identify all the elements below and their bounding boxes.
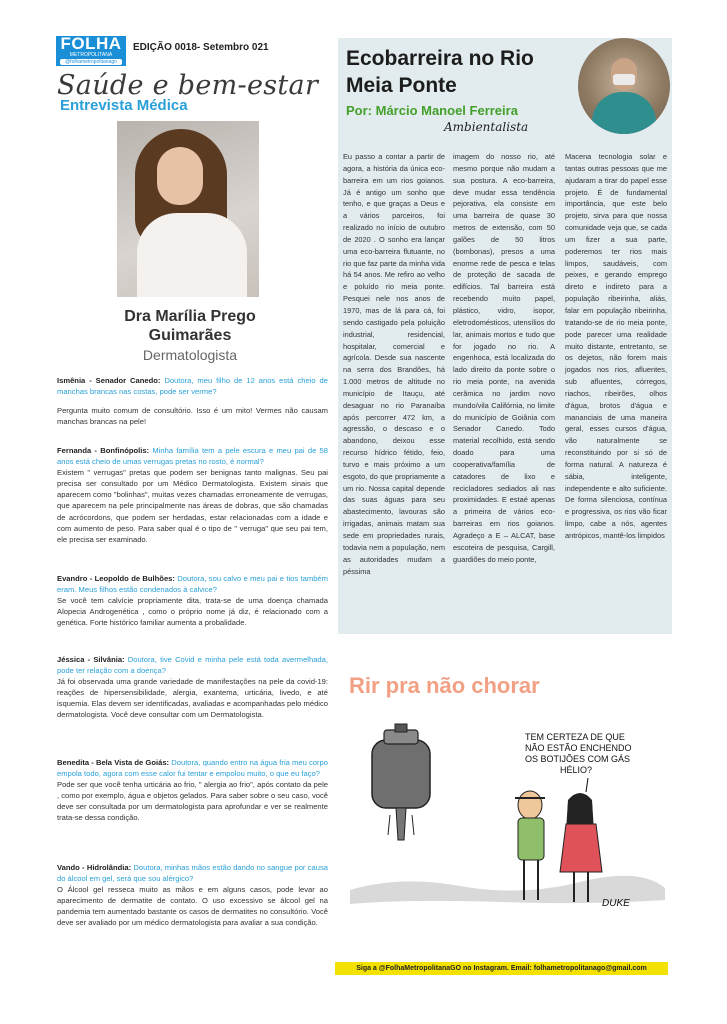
man-figure <box>515 791 545 900</box>
cartoon-illustration <box>340 700 670 940</box>
qa-item <box>57 654 328 721</box>
qa-item <box>57 757 328 824</box>
folha-logo <box>56 36 126 66</box>
doctor-name-line1: Dra Marília Prego <box>124 308 256 325</box>
cartoon-signature: DUKE <box>602 898 630 909</box>
section-title: Saúde e bem-estar <box>57 70 319 101</box>
qa-asker: Fernanda - Bonfinópolis: <box>57 446 150 455</box>
section-subtitle: Entrevista Médica <box>60 97 188 114</box>
qa-question: Doutora, meu filho de 12 anos está cheio de manchas brancas nas costas, pode ser verme? <box>57 376 328 397</box>
qa-answer: Se você tem calvície propriamente dita, trata-se de uma doença chamada Alopecia Androgenética , como o próprio nome já diz, é relacionado com a genética. Forte histórico familiar aumenta a probalidade. <box>57 596 328 628</box>
qa-asker: Jéssica - Silvânia: <box>57 655 125 664</box>
qa-item <box>57 862 328 929</box>
qa-asker: Vando - Hidrolândia: <box>57 863 132 872</box>
article-title: Ecobarreira no Rio Meia Ponte <box>346 47 534 97</box>
author-photo <box>578 38 670 134</box>
qa-asker: Evandro - Leopoldo de Bulhões: <box>57 574 175 583</box>
qa-question: Doutora, sou calvo e meu pai e tios também eram. Meus filhos estão condenados à calvice? <box>57 574 328 595</box>
speech-line-1: TEM CERTEZA DE QUE <box>525 732 625 742</box>
qa-question: Minha família tem a pele escura e meu pai de 58 anos está cheio de umas verrugas pretas no rosto, é normal? <box>57 446 328 467</box>
speech-line-4: HÉLIO? <box>560 765 593 775</box>
qa-item <box>57 375 328 427</box>
doctor-photo <box>117 121 259 297</box>
logo-handle: @folhametropolitanago <box>60 59 122 65</box>
doctor-name <box>105 307 275 345</box>
qa-answer: Já foi observada uma grande variedade de manifestações na pele da covid-19: reações de hipersensibilidade, alergia, exantema, urticária, livedo, e até isquemia. Elas devem ser identificadas, avaliadas e acompanhadas pelo médico dermatologista. Você deve consultar com um Dermatologista. <box>57 677 328 720</box>
doctor-name-line2: Guimarães <box>148 327 232 344</box>
article-column-1: Eu passo a contar a partir de agora, a história da única eco-barreira em um rios goianos. Já é antigo um sonho que tenho, e que graças a Deus e a vários parceiros, foi realizado no início de outubro de 2020 . O sonho era lançar uma eco-barreira flutuante, no rio que faz parte da minha vida há 54 anos. Me refiro ao velho e poluído rio meia ponte. Pesquei nele nos anos de 1970, mas de lá para cá, foi sendo castigado pela poluição industrial, residencial, hospitalar, comercial e agrícola. Desde sua nascente na serra dos Brandões, há 1.000 metros de altitude no município de Itauçu, até desaguar no rio Paranaíba após percorrer 472 km, a agressão, o descaso e o abandono, deixou esse recurso hídrico fétido, feio, turvo e mais próximo a um esgoto, do que propriamente a um rio. Nossa capital depende das suas águas para seu abastecimento, lavouras são irrigadas, animais matam sua sede em propriedades rurais, todavia nem a população, nem as autoridades mudam a péssima <box>343 152 445 576</box>
article-column-3: Macena tecnologia solar e tantas outras pessoas que me ajudaram a tirar do papel esse projeto. É de fundamental importância, que este belo projeto, sirva para que nossa comunidade veja que, se cada um fizer a sua parte, poderemos ter rios mais limpos, saudáveis, com peixes, e gerando emprego direto e indireto para a população ribeirinha, aliás, falar em população ribeirinha, tratando-se de rio meia ponte, pode parecer uma realidade muito distante, entretanto, se os dejetos, não forem mais jogados nos rios, afluentes, sub afluentes, córregos, riachos, ribeirões, olhos d'água, brotos d'água e mananciais de uma maneira geral, esses cursos d'água, vão naturalmente se reconstituindo por si só de forma natural. A natureza é sábia, inteligente, independente e alto suficiente. De forma silenciosa, contínua e progressiva, os rios vão ficar limpo, cabe a nós, agentes antrópicos, mantê-los limpidos <box>565 152 667 540</box>
article-byline: Por: Márcio Manoel Ferreira <box>346 103 518 118</box>
qa-answer: O Álcool gel resseca muito as mãos e em alguns casos, pode levar ao aparecimento de dermatite de contato. O uso excessivo se álcool gel na pandemia tem aumentado bastante os casos de dermatites no consultório. Você deve ser avaliado por um médico dermatologista para avaliar a sua condição. <box>57 885 328 928</box>
article-author-role: Ambientalista <box>444 120 529 134</box>
qa-question: Doutora, quando entro na água fria meu corpo empola todo, agora com esse calor fui tentar e empolou muito, o que eu faço? <box>57 758 328 779</box>
doctor-role: Dermatologista <box>142 347 238 363</box>
edition-label: EDIÇÃO 0018- Setembro 021 <box>133 42 269 53</box>
gas-cylinder-drawing <box>372 724 430 840</box>
footer-bar: Siga a @FolhaMetropolitanaGO no Instagram. Email: folhametropolitanago@gmail.com <box>335 962 668 975</box>
qa-item <box>57 573 328 628</box>
qa-asker: Benedita - Bela Vista de Goiás: <box>57 758 170 767</box>
speech-line-2: NÃO ESTÃO ENCHENDO <box>525 743 632 753</box>
qa-answer: Pode ser que você tenha urticária ao frio, " alergia ao frio", após contato da pele , como por exemplo, água e objetos gelados. Para saber sobre o seu caso, você deve ser consultada por um dermatologista para aprofundar e ver se realmente trata-se dessa condição. <box>57 780 329 823</box>
cartoon-title: Rir pra não chorar <box>349 673 540 698</box>
qa-answer: Existem " verrugas" pretas que podem ser benignas tanto malignas. Seu pai precisa ser consultado por um Médico Dermatologista. Existem sinais que aparecem como "bolinhas", muitas vezes chamadas erroneamente de verrugas, que aparecem na pele principalmente nas áreas de dobras, que são chamadas de acrócordons, que podem ser herdadas, estar relacionadas com a idade e com aumento de peso. Para saber qual é o tipo de " verruga" que seu pai tem, ele precisa ser examinado. <box>57 468 328 544</box>
logo-sub-text: METROPOLITANA <box>69 52 113 58</box>
qa-answer: Pergunta muito comum de consultório. Isso é um mito! Vermes não causam manchas brancas na pele! <box>57 406 328 427</box>
qa-asker: Ismênia - Senador Canedo: <box>57 376 161 385</box>
qa-item <box>57 445 328 545</box>
qa-question: Doutora, minhas mãos estão dando no sangue por causa do álcool em gel, será que sou alérgico? <box>57 863 328 884</box>
speech-line-3: OS BOTIJÕES COM GÁS <box>525 754 631 764</box>
qa-question: Doutora, tive Covid e minha pele está toda avermelhada, pode ter relação com a doença? <box>57 655 328 676</box>
logo-main-text: FOLHA <box>60 34 122 53</box>
article-column-2: imagem do nosso rio, até mesmo porque não mudam a sua postura. A eco-barreira, deve mudar essa tendência pejorativa, ela consiste em uma barreira de quase 30 metros de extensão, com 50 galões de 50 litros (bombonas), presos a uma enorme rede de pesca e telas de proteção de sacada de edifícios. Tal barreira está recebendo muito papel, plástico, vidro, isopor, eletrodomésticos, utensílios do lar, animais mortos e tudo que for jogado no rio. A engenhoca, está localizada do lado direito da ponte sobre o rio meia ponte, na avenida cerâmica no jardim novo mundo/vila Califórnia, no limite do município de Goiânia com Senador Canedo. Todo material recolhido, está sendo doado para uma cooperativa/família de catadores de lixo e recicladores sediados ali nas proximidades. E estaé apenas a primeira de vários eco-barreiras em rios goianos. Agradeço a E – ALCAT, base escoteira de pesquisa, Cargill, guardiões do meio ponte, <box>453 152 555 564</box>
